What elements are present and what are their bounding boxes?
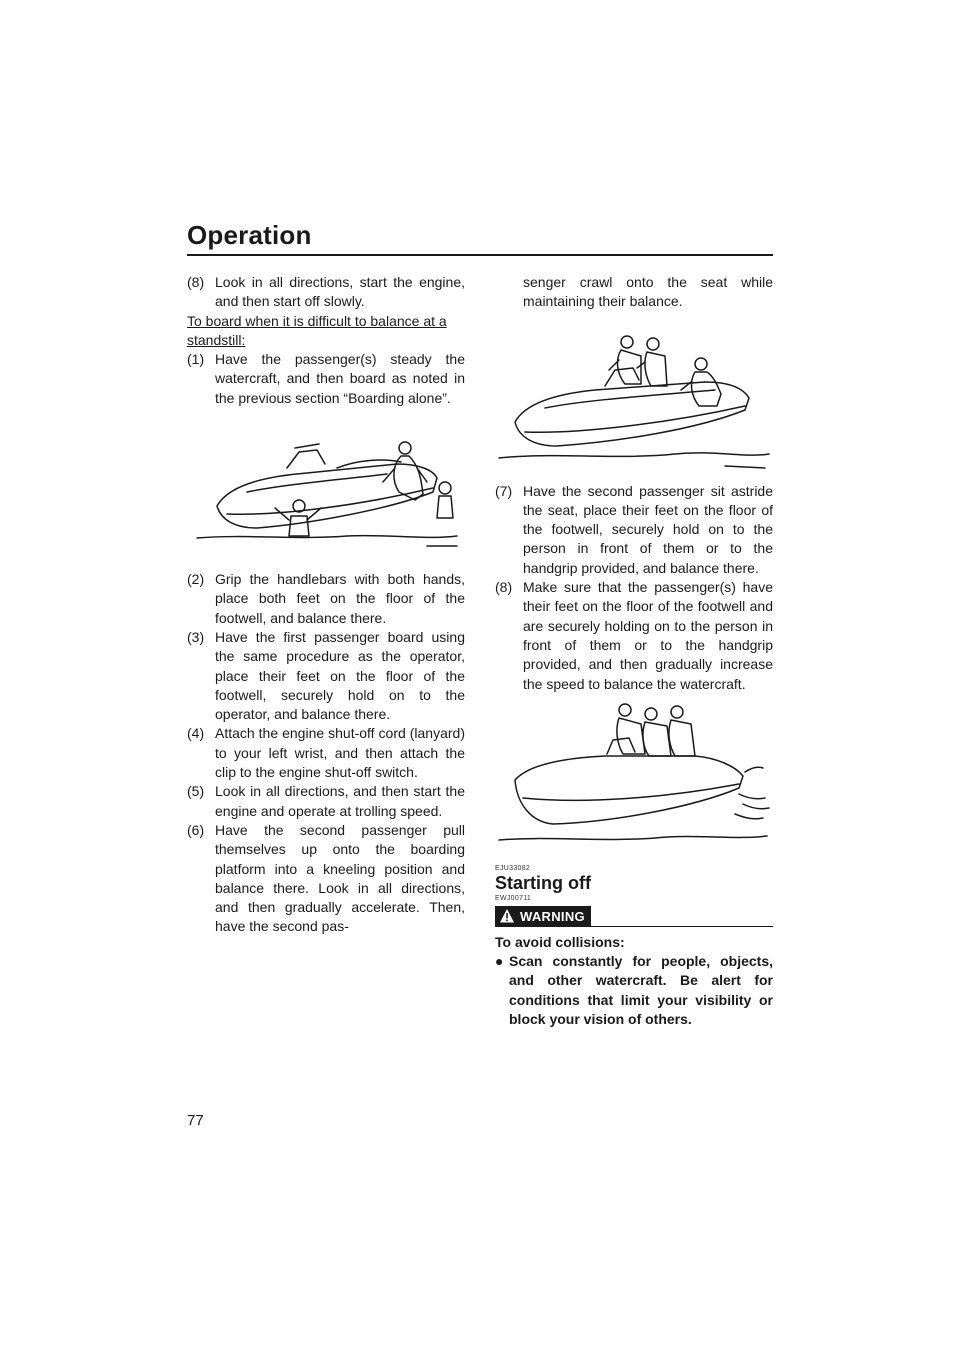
warning-badge (495, 906, 591, 927)
step-number: (1) (187, 351, 205, 368)
step-1-steady-watercraft (187, 350, 465, 408)
section-code: EJU33082 (495, 864, 531, 872)
step-5-start-engine (187, 782, 465, 821)
step-text: Look in all directions, and then start the engine and operate at trolling speed. (215, 783, 465, 819)
step-text: Have the second passenger sit astride the seat, place their feet on the floor of the footwell, securely hold on to the person in front of them or to the handgrip provided, and balance there. (523, 482, 773, 576)
page-title: Operation (187, 220, 312, 250)
step-8-increase-speed (495, 578, 773, 694)
warning-intro: To avoid collisions: (495, 933, 625, 950)
warning-triangle-icon (499, 908, 515, 924)
left-column (187, 273, 465, 937)
warning-rule (591, 926, 773, 927)
step-2-grip-handlebars (187, 570, 465, 628)
step-number: (6) (187, 821, 205, 838)
step-text: Have the first passenger board using the same procedure as the operator, place their feet on the floor of the footwell, securely hold on to the operator, and balance there. (215, 628, 465, 723)
step-8-start-off (187, 273, 465, 312)
step-text: Look in all directions, start the engine, and then start off slowly. (215, 274, 465, 310)
page-number: 77 (187, 1112, 204, 1129)
step-text: Make sure that the passenger(s) have their feet on the floor of the footwell and are securely holding on to the person in front of them or to the handgrip provided, and then gradually increase the speed to balance the watercraft. (523, 579, 773, 692)
step-7-second-passenger-astride (495, 482, 773, 578)
step-text: Grip the handlebars with both hands, place both feet on the floor of the footwell, and balance there. (215, 571, 465, 626)
warning-code: EWJ00711 (495, 894, 532, 902)
step-number: (8) (187, 274, 205, 290)
warning-bullet (495, 952, 773, 1029)
step-number: (8) (495, 579, 513, 596)
step-6-second-passenger (187, 821, 465, 937)
step-3-first-passenger (187, 628, 465, 724)
illustration-passenger-crawling-onto-seat (495, 312, 773, 482)
warning-header (495, 906, 773, 927)
step-4-lanyard (187, 724, 465, 782)
section-heading-starting-off: Starting off (495, 872, 591, 893)
title-rule (187, 254, 773, 256)
subheading-difficult-balance: To board when it is difficult to balance at a standstill: (187, 312, 447, 348)
step-text: senger crawl onto the seat while maintaining their balance. (523, 274, 773, 310)
step-text: Have the second passenger pull themselves up onto the boarding platform into a kneeling position and balance there. Look in all directions, and then gradually accelerate. Then, have the second pas- (215, 821, 465, 935)
warning-bullet-text: Scan constantly for people, objects, and other watercraft. Be alert for conditions that limit your visibility or block your vision of others. (509, 953, 773, 1028)
step-number: (7) (495, 482, 513, 499)
step-number: (3) (187, 628, 205, 645)
step-6-continued (495, 273, 773, 312)
step-number: (2) (187, 571, 205, 588)
bullet-dot: ● (495, 953, 504, 970)
step-text: Have the passenger(s) steady the watercraft, and then board as noted in the previous section “Boarding alone”. (215, 351, 465, 406)
step-number: (4) (187, 725, 205, 742)
step-number: (5) (187, 783, 205, 800)
illustration-passengers-steady-watercraft (187, 408, 465, 570)
warning-label: WARNING (520, 908, 585, 924)
step-text: Attach the engine shut-off cord (lanyard) to your left wrist, and then attach the clip to the engine shut-off switch. (215, 725, 465, 781)
illustration-three-riders-underway (495, 694, 773, 864)
right-column (495, 273, 773, 1029)
